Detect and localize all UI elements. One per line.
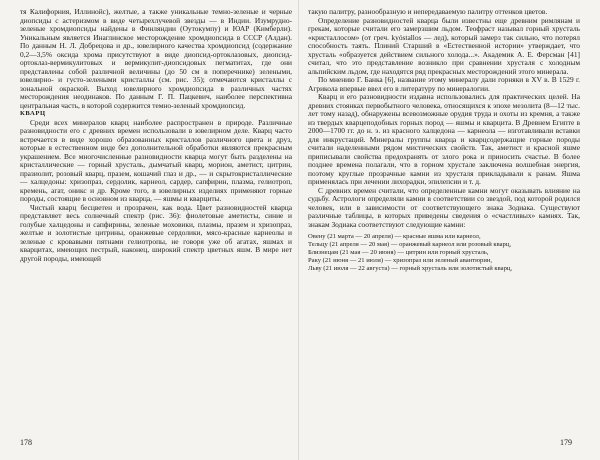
zodiac-item: Раку (21 июня — 21 июля) — хризопраз или зеленый авантюрин, [308,257,493,264]
paragraph: тя Калифорния, Иллинойс), желтые, а также уникальные темно-зеленые и черные диопсиды с астеризмом в виде четырехлучевой звезды — в Индии. Изумрудно-зеленые хромдиопсиды найдены в Финляндии (Оутокумпу) и ЮАР (Кимберли). Уникальным является Инаглинское месторождение хромдиопсида в СССР (Алдан). По данным Н. Л. Добрецова и др., ювелирного качества хромдиопсид (содержание 0,2—3,5% оксида хрома присутствуют в виде диопсид-ортоклазовых, диопсид-ортоклаз-вермикулитовых и вермикулит-диопсидовых пегматитах, где они представлены собой различной величины (до 50 см в поперечнике) зелеными, ювелирно- и густо-зелеными кристаллы (см. рис. 35); отмечаются кристаллы с зональной окраской. Выход ювелирного хромдиопсида в различных частях месторождения неодинаков. По данным Г. П. Пацкевич, наиболее перспективна центральная часть, в которой содержится темно-зеленый хромдиопсид. [20,7,292,110]
left-page [20,8,292,263]
right-page [308,8,580,273]
section-heading: КВАРЦ [20,110,46,117]
page-number-right: 179 [560,438,572,447]
zodiac-item: Льву (21 июля — 22 августа) — горный хрусталь или золотистый кварц, [308,265,513,272]
zodiac-item: Овену (21 марта — 20 апреля) — красные яшма или карнеол, [308,233,481,240]
zodiac-list [308,233,580,273]
paragraph: Кварц и его разновидности издавна использовались для практических целей. На древних стоянках первобытного человека, относящихся к эпохе мезолита (8—12 тыс. лет тому назад), обнаружены всевозможные орудия труда и охоты из кремня, а также из твердых кварцеподобных горных пород — яшмы и кварцита. В Древнем Египте в 2000—1700 гг. до н. э. из красного халцедона — карнеола — изготавливали вставки для инкрустаций. Минералы группы кварца и кварцсодержащие горные породы считали наделенными рядом мистических свойств. Так, аметист и красной яшме приписывали свойства предохранять от злого рока и приносить счастье. В более позднее времена полагали, что в горном хрустале заключена волшебная энергия, поэтому круглые прозрачные камни из хрусталя прикладывали к ранам. Яшма применялась при лечении лихорадки, эпилепсии и т. д. [308,92,580,186]
zodiac-item: Тельцу (21 апреля — 20 мая) — оранжевый карнеол или розовый кварц, [308,241,512,248]
page-number-left: 178 [20,438,32,447]
paragraph: Чистый кварц бесцветен и прозрачен, как вода. Цвет разновидностей кварца представляет весь солнечный спектр (рис. 36): фиолетовые аметисты, синие и голубые халцедоны и сапфирины, зеленые моховики, плазмы, празем и хризопраз, желтые и золотистые цитрины, оранжевые сердолики, мясо-красные карнеолы и зеленые с кровавыми пятнами гелиотропы, не говоря уже об агатах, яшмах и кварцитах, имеющих пестрый, наконец, широкий спектр цветных яшм. В мире нет другой породы, имеющей [20,202,292,263]
paragraph: Определение разновидностей кварца были известны еще древним римлянам и грекам, которые считали его замерзшим льдом. Теофраст называл горный хрусталь «кристаллосом» (от греч. kyóstallos — лед), который замерз так сильно, что потерял способность таять. Плиний Старший в «Естественной истории» утверждает, что хрусталь «образуется действием сильного холода...». Академик А. Е. Ферсман [41] считал, что это представление возникло при сравнении хрусталя с холодным альпийским льдом, где находятся ряд прекрасных месторождений этого минерала. [308,15,580,76]
paragraph: Среди всех минералов кварц наиболее распространен в природе. Различные разновидности его с древних времен использовали в ювелирном деле. Кварц часто встречается в виде хорошо образованных кристаллов различного цвета и друз, которые в естественном виде без дополнительной обработки являются прекрасным украшением. Все многочисленные разновидности кварца могут быть разделены на кристаллические — горный хрусталь, дымчатый кварц, морион, аметист, цитрин, празиолит, розовый кварц, празем, кошачий глаз и др., — и скрытокристаллические — халцедоны: хризопраз, сердолик, карнеол, сардер, сапфирин, плазма, гелиотроп, кремень, агат, оникс и др. Кроме того, в ювелирных изделиях применяют горные породы, состоящие в основном из кварца, — яшмы и кварциты. [20,117,292,203]
paragraph: По мнению Г. Банка [6], название этому минералу дали горняки в XV в. В 1529 г. Агрикола впервые ввел его в литературу по минералогии. [308,75,580,93]
page-gutter [298,0,299,460]
zodiac-item: Близнецам (21 мая — 20 июня) — цитрин или горный хрусталь, [308,249,489,256]
paragraph: С древних времен считали, что определенные камни могут оказывать влияние на судьбу. Астрологи определяли камни в соответствии со звездой, под которой родился человек, или в зависимости от соответствующего знака Зодиака. Существуют различные таблицы, в которых приведены сведения о «счастливых» камнях. Так, знакам Зодиака соответствуют следующие камни: [308,185,580,229]
paragraph: такую палитру, разнообразную и непередаваемую палитру оттенков цветов. [308,7,548,16]
